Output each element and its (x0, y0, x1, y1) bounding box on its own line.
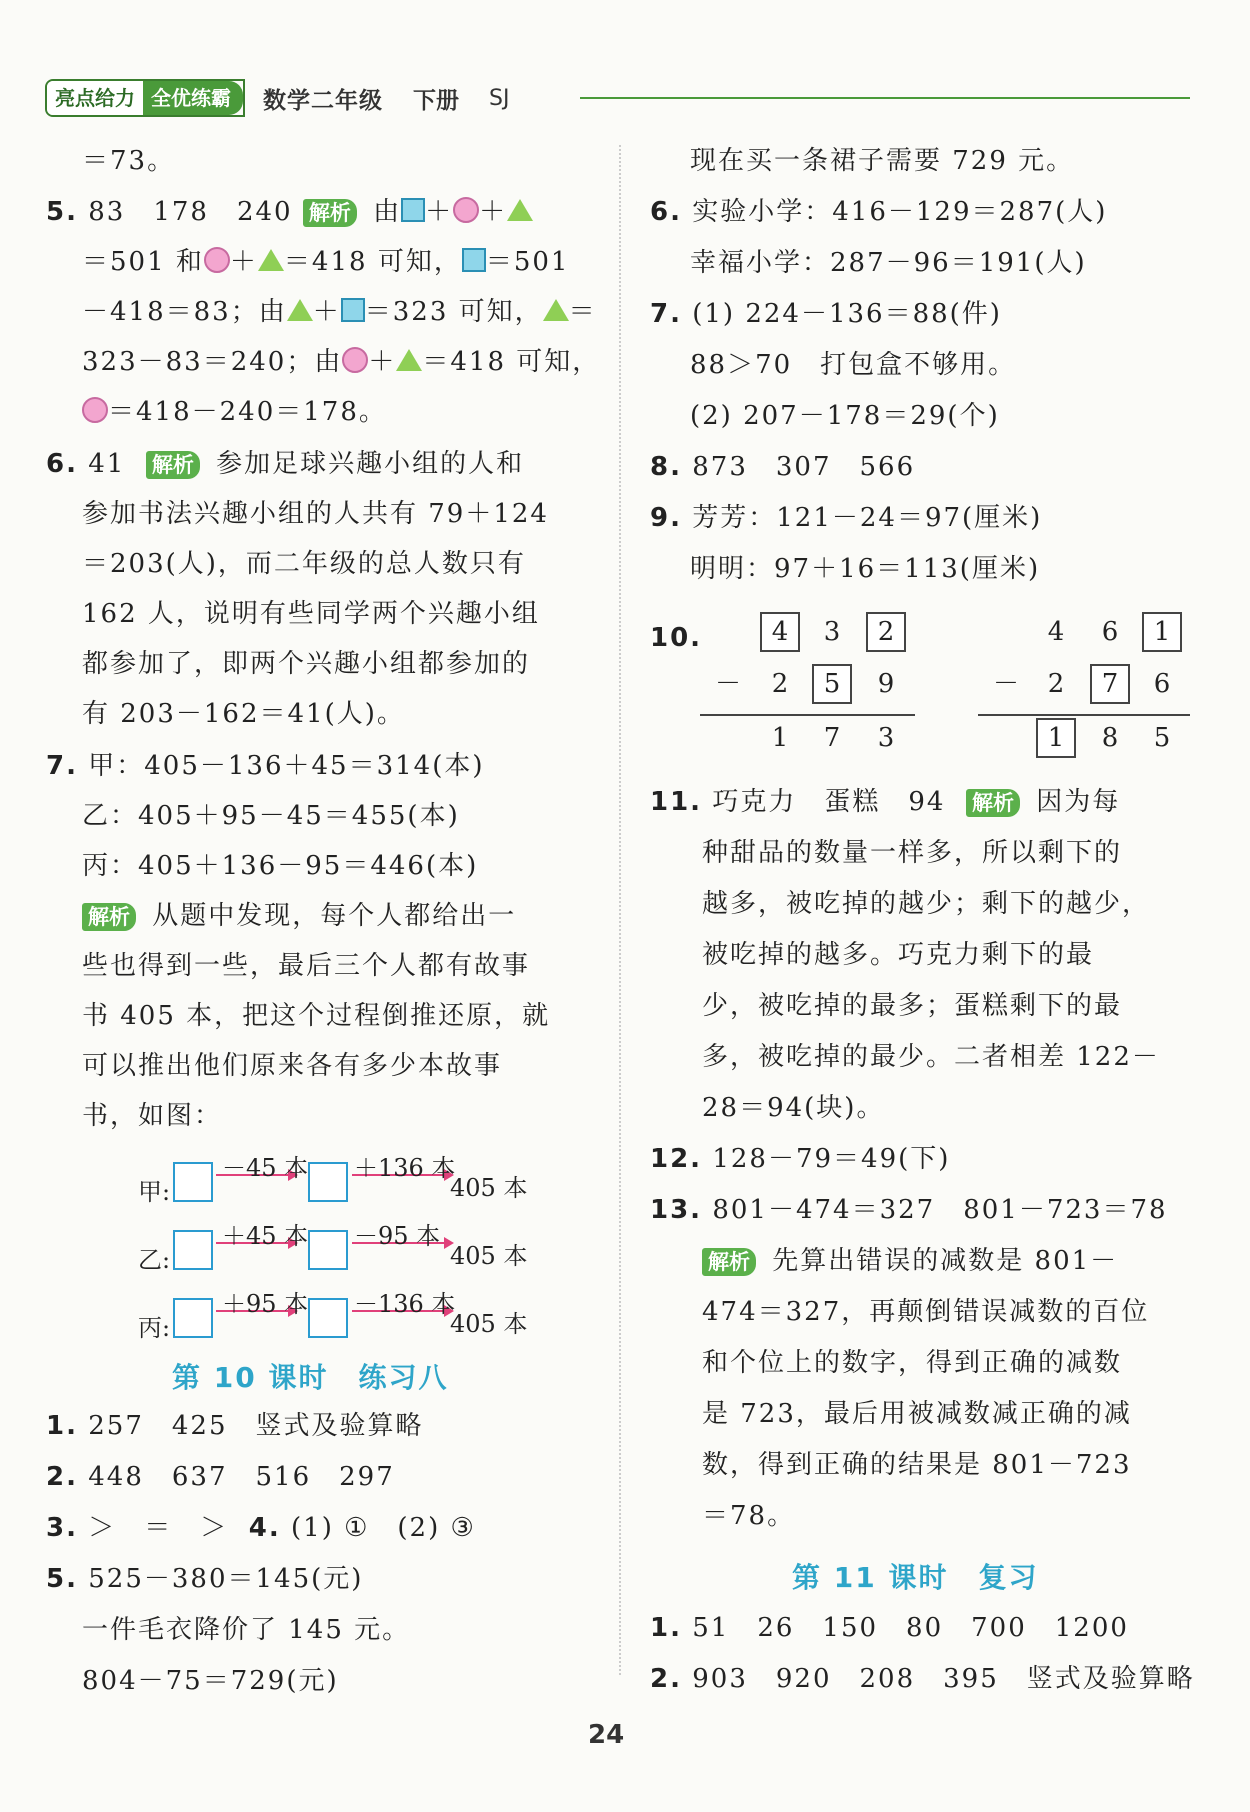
answer-7: 7. (1) 224－136＝88(件) (650, 299, 1002, 329)
text-line: 28＝94(块)。 (702, 1093, 885, 1123)
answer-7-line1: 7. 甲：405－136＋45＝314(本) (46, 751, 485, 781)
analysis-tag: 解析 (702, 1248, 756, 1276)
answer-10-number: 10. (650, 623, 703, 653)
column-divider (619, 145, 621, 1675)
circle-icon (204, 247, 230, 273)
blank-box (308, 1230, 348, 1270)
digit: 2 (1047, 669, 1065, 699)
text-line: 是 723，最后用被减数减正确的减 (702, 1399, 1132, 1429)
diagram-op: －45 本 (222, 1154, 309, 1182)
practice-3-4: 3. ＞ ＝ ＞ 4. (1) ① (2) ③ (46, 1513, 476, 1543)
answer-9: 9. 芳芳：121－24＝97(厘米) (650, 503, 1043, 533)
text-line: 多，被吃掉的最少。二者相差 122－ (702, 1042, 1160, 1072)
brand-logo (45, 79, 245, 117)
text-line: 474＝327，再颠倒错误减数的百位 (702, 1297, 1150, 1327)
edition-label: SJ (489, 85, 510, 111)
text-line: 162 人，说明有些同学两个兴趣小组 (82, 599, 540, 629)
reverse-diagram (138, 1150, 538, 1340)
answer-13-analysis: 解析 先算出错误的减数是 801－ (702, 1245, 1118, 1277)
digit: 3 (823, 617, 841, 647)
analysis-tag: 解析 (303, 199, 357, 227)
blank-box (173, 1162, 213, 1202)
digit: 1 (771, 723, 789, 753)
digit-box: 5 (812, 664, 852, 704)
blank-box (308, 1162, 348, 1202)
text-line: ＝203(人)，而二年级的总人数只有 (82, 549, 526, 579)
answer-11: 11. 巧克力 蛋糕 94 解析 因为每 (650, 787, 1121, 817)
digit-box: 1 (1142, 612, 1182, 652)
sum-line (700, 714, 915, 716)
answer-13: 13. 801－474＝327 801－723＝78 (650, 1195, 1168, 1225)
answer-12: 12. 128－79＝49(下) (650, 1144, 951, 1174)
text-line: 书，如图： (82, 1101, 223, 1131)
sum-line (978, 714, 1190, 716)
diagram-op: －136 本 (354, 1290, 456, 1318)
digit: 8 (1101, 723, 1119, 753)
text-line: 现在买一条裙子需要 729 元。 (690, 146, 1075, 176)
section-title-10: 第 10 课时 练习八 (172, 1361, 449, 1394)
text-line: 少，被吃掉的最多；蛋糕剩下的最 (702, 991, 1123, 1021)
subject-label: 数学二年级 (263, 87, 383, 114)
text-line: 和个位上的数字，得到正确的减数 (702, 1348, 1123, 1378)
digit-box: 2 (866, 612, 906, 652)
answer-5-line2: ＝501 和 ＋ ＝418 可知， ＝501 (82, 247, 570, 277)
text-line: 些也得到一些，最后三个人都有故事 (82, 951, 531, 981)
digit: 5 (1153, 723, 1171, 753)
diagram-op: ＋95 本 (222, 1290, 309, 1318)
diagram-end: 405 本 (450, 1174, 528, 1202)
digit-box: 4 (760, 612, 800, 652)
text-line: 参加书法兴趣小组的人共有 79＋124 (82, 499, 549, 529)
text-line: 一件毛衣降价了 145 元。 (82, 1615, 411, 1645)
answer-5-line3: －418＝83；由 ＋ ＝323 可知， ＝ (82, 297, 597, 327)
circle-icon (453, 197, 479, 223)
diagram-op: ＋45 本 (222, 1222, 309, 1250)
text-line: 88＞70 打包盒不够用。 (690, 350, 1017, 380)
analysis-tag: 解析 (146, 451, 200, 479)
text-line: 书 405 本，把这个过程倒推还原，就 (82, 1001, 551, 1031)
circle-icon (82, 397, 108, 423)
analysis-tag: 解析 (966, 789, 1020, 817)
diagram-end: 405 本 (450, 1310, 528, 1338)
digit: 9 (877, 669, 895, 699)
review-1: 1. 51 26 150 80 700 1200 (650, 1613, 1129, 1643)
diagram-op: ＋136 本 (354, 1154, 456, 1182)
digit: 2 (771, 669, 789, 699)
text-line: ＝78。 (702, 1501, 796, 1531)
digit: 6 (1101, 617, 1119, 647)
page-number: 24 (588, 1720, 625, 1750)
digit: 6 (1153, 669, 1171, 699)
answer-5-line4: 323－83＝240；由 ＋ ＝418 可知， (82, 347, 601, 377)
practice-2: 2. 448 637 516 297 (46, 1462, 395, 1492)
minus-sign: － (992, 669, 1019, 699)
header-rule (580, 97, 1190, 99)
square-icon (462, 248, 486, 272)
practice-1: 1. 257 425 竖式及验算略 (46, 1411, 424, 1441)
analysis-tag: 解析 (82, 903, 136, 931)
text-line: 乙：405＋95－45＝455(本) (82, 801, 460, 831)
text-line: 有 203－162＝41(人)。 (82, 699, 405, 729)
blank-box (173, 1298, 213, 1338)
diagram-end: 405 本 (450, 1242, 528, 1270)
circle-icon (342, 347, 368, 373)
text-line: 被吃掉的越多。巧克力剩下的最 (702, 940, 1095, 970)
answer-5-line5: ＝418－240＝178。 (82, 396, 387, 428)
text-line: 都参加了，即两个兴趣小组都参加的 (82, 649, 531, 679)
digit: 4 (1047, 617, 1065, 647)
diagram-op: －95 本 (354, 1222, 441, 1250)
volume-label: 下册 (413, 87, 459, 114)
blank-box (308, 1298, 348, 1338)
answer-6: 6. 实验小学：416－129＝287(人) (650, 197, 1108, 227)
blank-box (173, 1230, 213, 1270)
vertical-subtraction-1 (700, 612, 920, 762)
text-line: 804－75＝729(元) (82, 1666, 339, 1696)
digit: 3 (877, 723, 895, 753)
triangle-icon (287, 299, 313, 321)
answer-8: 8. 873 307 566 (650, 452, 916, 482)
text-line: 幸福小学：287－96＝191(人) (690, 248, 1087, 278)
diagram-label: 甲: (138, 1178, 171, 1206)
digit: 7 (823, 723, 841, 753)
text-line: 数，得到正确的结果是 801－723 (702, 1450, 1132, 1480)
brand-right: 全优练霸 (143, 81, 243, 115)
digit-box: 7 (1090, 664, 1130, 704)
text-line: ＝73。 (82, 146, 176, 176)
text-line: 越多，被吃掉的越少；剩下的越少， (702, 889, 1151, 919)
diagram-label: 乙: (138, 1246, 171, 1274)
square-icon (341, 298, 365, 322)
section-title-11: 第 11 课时 复习 (792, 1561, 1039, 1594)
digit-box: 1 (1036, 718, 1076, 758)
review-2: 2. 903 920 208 395 竖式及验算略 (650, 1664, 1195, 1694)
answer-7-analysis: 解析 从题中发现，每个人都给出一 (82, 900, 516, 932)
page-header (45, 78, 509, 118)
diagram-label: 丙: (138, 1314, 171, 1342)
vertical-subtraction-2 (978, 612, 1198, 762)
practice-5: 5. 525－380＝145(元) (46, 1564, 364, 1594)
text-line: 丙：405＋136－95＝446(本) (82, 851, 479, 881)
text-line: 种甜品的数量一样多，所以剩下的 (702, 838, 1123, 868)
answer-5-line1: 5. 83 178 240 解析 由 ＋ ＋ (46, 196, 533, 228)
brand-left: 亮点给力 (47, 81, 143, 115)
text-line: 可以推出他们原来各有多少本故事 (82, 1051, 503, 1081)
square-icon (401, 198, 425, 222)
minus-sign: － (714, 669, 741, 699)
answer-6-line1: 6. 41 解析 参加足球兴趣小组的人和 (46, 449, 525, 479)
triangle-icon (396, 349, 422, 371)
triangle-icon (507, 199, 533, 221)
text-line: 明明：97＋16＝113(厘米) (690, 554, 1041, 584)
triangle-icon (258, 249, 284, 271)
text-line: (2) 207－178＝29(个) (690, 401, 1000, 431)
triangle-icon (543, 299, 569, 321)
